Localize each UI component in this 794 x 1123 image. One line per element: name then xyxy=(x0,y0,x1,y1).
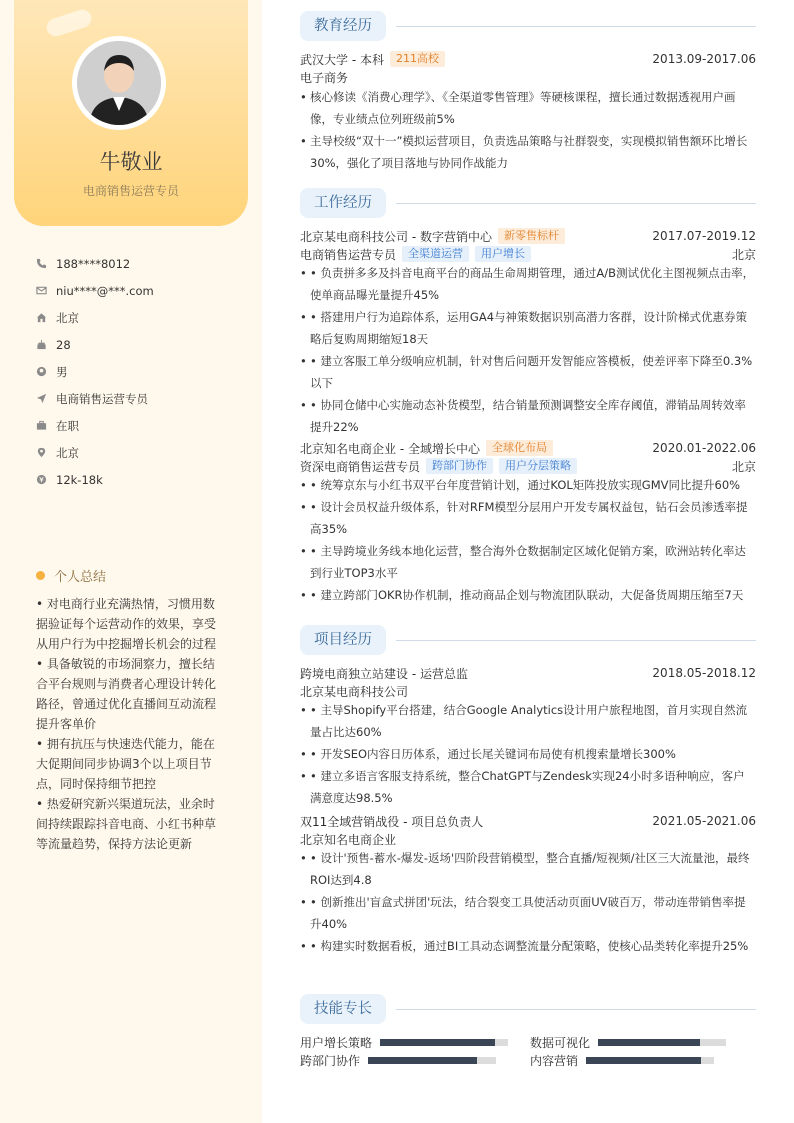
send-icon xyxy=(36,392,56,406)
project-1-name: 跨境电商独立站建设 - 运营总监 xyxy=(300,666,468,681)
salary-icon xyxy=(36,473,56,487)
section-projects xyxy=(300,625,756,655)
job-2-header xyxy=(300,439,756,457)
section-skills xyxy=(300,994,756,1024)
skill-name: 用户增长策略 xyxy=(300,1035,373,1050)
cake-icon xyxy=(36,338,56,352)
project-1-bullets xyxy=(300,699,756,809)
job-2-company: 北京知名电商企业 - 全域增长中心 xyxy=(300,441,480,456)
info-item-home: 北京 xyxy=(36,304,154,331)
summary-list xyxy=(36,594,226,854)
avatar xyxy=(72,36,166,130)
home-icon xyxy=(36,311,56,325)
job-1-city: 北京 xyxy=(731,247,756,262)
list-item: • 核心修读《消费心理学》、《全渠道零售管理》等硬核课程，擅长通过数据透视用户画像，专业绩点位列班级前5% xyxy=(300,86,756,130)
job-1-header xyxy=(300,227,756,245)
job-2-date: 2020.01-2022.06 xyxy=(652,441,756,455)
section-title-work: 工作经历 xyxy=(300,188,386,218)
info-item-location: 北京 xyxy=(36,439,154,466)
job-1-position: 电商销售运营专员 xyxy=(300,247,397,262)
project-2-org: 北京知名电商企业 xyxy=(300,832,397,847)
info-item-gender: 男 xyxy=(36,358,154,385)
section-education xyxy=(300,11,756,41)
project-2-bullets xyxy=(300,847,756,957)
education-major-row xyxy=(300,68,756,86)
section-divider xyxy=(396,203,756,204)
list-item: • • 协同仓储中心实施动态补货模型，结合销量预测调整安全库存阈值，滞销品周转效率提升22% xyxy=(300,394,756,438)
skill-item xyxy=(300,1034,508,1050)
info-item-phone: 188****8012 xyxy=(36,250,154,277)
skill-item xyxy=(530,1034,726,1050)
education-major: 电子商务 xyxy=(300,70,349,85)
list-item: • • 统筹京东与小红书双平台年度营销计划，通过KOL矩阵投放实现GMV同比提升60% xyxy=(300,474,756,496)
list-item: • • 建立客服工单分级响应机制，针对售后问题开发智能应答模板，使差评率下降至0.3%以下 xyxy=(300,350,756,394)
info-list xyxy=(36,250,154,493)
list-item: • • 创新推出'盲盒式拼团'玩法，结合裂变工具使活动页面UV破百万，带动连带销售率提升40% xyxy=(300,891,756,935)
summary-item: • 对电商行业充满热情，习惯用数据验证每个运营动作的效果，享受从用户行为中挖掘增长机会的过程 xyxy=(36,597,217,651)
skill-fill xyxy=(368,1057,477,1064)
skill-item xyxy=(530,1052,714,1068)
section-divider xyxy=(396,1009,756,1010)
education-date: 2013.09-2017.06 xyxy=(652,52,756,66)
education-school: 武汉大学 - 本科 xyxy=(300,52,384,67)
job-2-position-tag: 跨部门协作 xyxy=(426,458,493,474)
job-1-position-tag: 用户增长 xyxy=(475,246,531,262)
list-item: • • 设计'预售-蓄水-爆发-返场'四阶段营销模型，整合直播/短视频/社区三大流量池，最终ROI达到4.8 xyxy=(300,847,756,891)
list-item: • • 主导Shopify平台搭建，结合Google Analytics设计用户旅程地图，首月实现自然流量占比达60% xyxy=(300,699,756,743)
skill-bar xyxy=(368,1057,496,1064)
list-item: • • 开发SEO内容日历体系，通过长尾关键词布局使有机搜索量增长300% xyxy=(300,743,756,765)
education-tag: 211高校 xyxy=(390,51,445,67)
section-work xyxy=(300,188,756,218)
education-bullets xyxy=(300,86,756,174)
project-2-date: 2021.05-2021.06 xyxy=(652,814,756,828)
info-item-target-role: 电商销售运营专员 xyxy=(36,385,154,412)
list-item: • • 设计会员权益升级体系，针对RFM模型分层用户开发专属权益包，钻石会员渗透率提高35% xyxy=(300,496,756,540)
project-1-org: 北京某电商科技公司 xyxy=(300,684,409,699)
skill-bar xyxy=(380,1039,508,1046)
job-1-date: 2017.07-2019.12 xyxy=(652,229,756,243)
project-2-name: 双11全域营销战役 - 项目总负责人 xyxy=(300,814,484,829)
info-item-status: 在职 xyxy=(36,412,154,439)
mail-icon xyxy=(36,284,56,298)
job-2-position: 资深电商销售运营专员 xyxy=(300,459,421,474)
profile-name: 牛敬业 xyxy=(99,150,163,174)
project-1-date: 2018.05-2018.12 xyxy=(652,666,756,680)
skill-item xyxy=(300,1052,496,1068)
skill-bar xyxy=(586,1057,714,1064)
list-item: • 主导校级“双十一”模拟运营项目，负责选品策略与社群裂变，实现模拟销售额环比增长30%，强化了项目落地与协同作战能力 xyxy=(300,130,756,174)
summary-item: • 拥有抗压与快速迭代能力，能在大促期间同步协调3个以上项目节点，同时保持细节把控 xyxy=(36,737,215,791)
skill-fill xyxy=(380,1039,495,1046)
summary-item: • 具备敏锐的市场洞察力，擅长结合平台规则与消费者心理设计转化路径，曾通过优化直播间互动流程提升客单价 xyxy=(36,657,217,731)
info-item-email: niu****@***.com xyxy=(36,277,154,304)
section-title-projects: 项目经历 xyxy=(300,625,386,655)
summary-title: 个人总结 xyxy=(36,566,106,585)
summary-item: • 热爱研究新兴渠道玩法，业余时间持续跟踪抖音电商、小红书种草等流量趋势，保持方法论更新 xyxy=(36,797,217,851)
section-title-education: 教育经历 xyxy=(300,11,386,41)
sidebar xyxy=(0,0,262,1123)
job-1-company-tag: 新零售标杆 xyxy=(498,228,565,244)
profile-role: 电商销售运营专员 xyxy=(82,184,179,198)
info-item-salary: 12k-18k xyxy=(36,466,154,493)
job-1-bullets xyxy=(300,262,756,438)
list-item: • • 搭建用户行为追踪体系，运用GA4与神策数据识别高潜力客群，设计阶梯式优惠券策略后复购周期缩短18天 xyxy=(300,306,756,350)
summary-dot-icon xyxy=(36,571,45,580)
decorative-pill xyxy=(44,7,93,38)
job-2-position-row xyxy=(300,457,756,475)
section-divider xyxy=(396,640,756,641)
briefcase-icon xyxy=(36,419,56,433)
skill-name: 跨部门协作 xyxy=(300,1053,361,1068)
job-1-company: 北京某电商科技公司 - 数字营销中心 xyxy=(300,229,492,244)
phone-icon xyxy=(36,257,56,271)
skill-name: 数据可视化 xyxy=(530,1035,591,1050)
info-item-age: 28 xyxy=(36,331,154,358)
gender-icon xyxy=(36,365,56,379)
education-row xyxy=(300,50,756,68)
job-2-company-tag: 全球化布局 xyxy=(486,440,553,456)
skill-name: 内容营销 xyxy=(530,1053,579,1068)
list-item: • • 主导跨境业务线本地化运营，整合海外仓数据制定区域化促销方案，欧洲站转化率达到行业TOP3水平 xyxy=(300,540,756,584)
project-1-header xyxy=(300,664,756,682)
list-item: • • 构建实时数据看板，通过BI工具动态调整流量分配策略，使核心品类转化率提升25% xyxy=(300,935,756,957)
job-2-bullets xyxy=(300,474,756,606)
section-divider xyxy=(396,26,756,27)
project-1-org-row xyxy=(300,682,756,700)
project-2-header xyxy=(300,812,756,830)
list-item: • • 建立跨部门OKR协作机制，推动商品企划与物流团队联动，大促备货周期压缩至7天 xyxy=(300,584,756,606)
job-1-position-row xyxy=(300,245,756,263)
job-1-position-tag: 全渠道运营 xyxy=(402,246,469,262)
skill-bar xyxy=(598,1039,726,1046)
list-item: • • 建立多语言客服支持系统，整合ChatGPT与Zendesk实现24小时多语种响应，客户满意度达98.5% xyxy=(300,765,756,809)
skill-fill xyxy=(586,1057,701,1064)
job-2-position-tag: 用户分层策略 xyxy=(499,458,577,474)
location-icon xyxy=(36,446,56,460)
job-2-city: 北京 xyxy=(731,459,756,474)
section-title-skills: 技能专长 xyxy=(300,994,386,1024)
project-2-org-row xyxy=(300,830,756,848)
skill-fill xyxy=(598,1039,700,1046)
list-item: • • 负责拼多多及抖音电商平台的商品生命周期管理，通过A/B测试优化主图视频点击率，使单商品曝光量提升45% xyxy=(300,262,756,306)
